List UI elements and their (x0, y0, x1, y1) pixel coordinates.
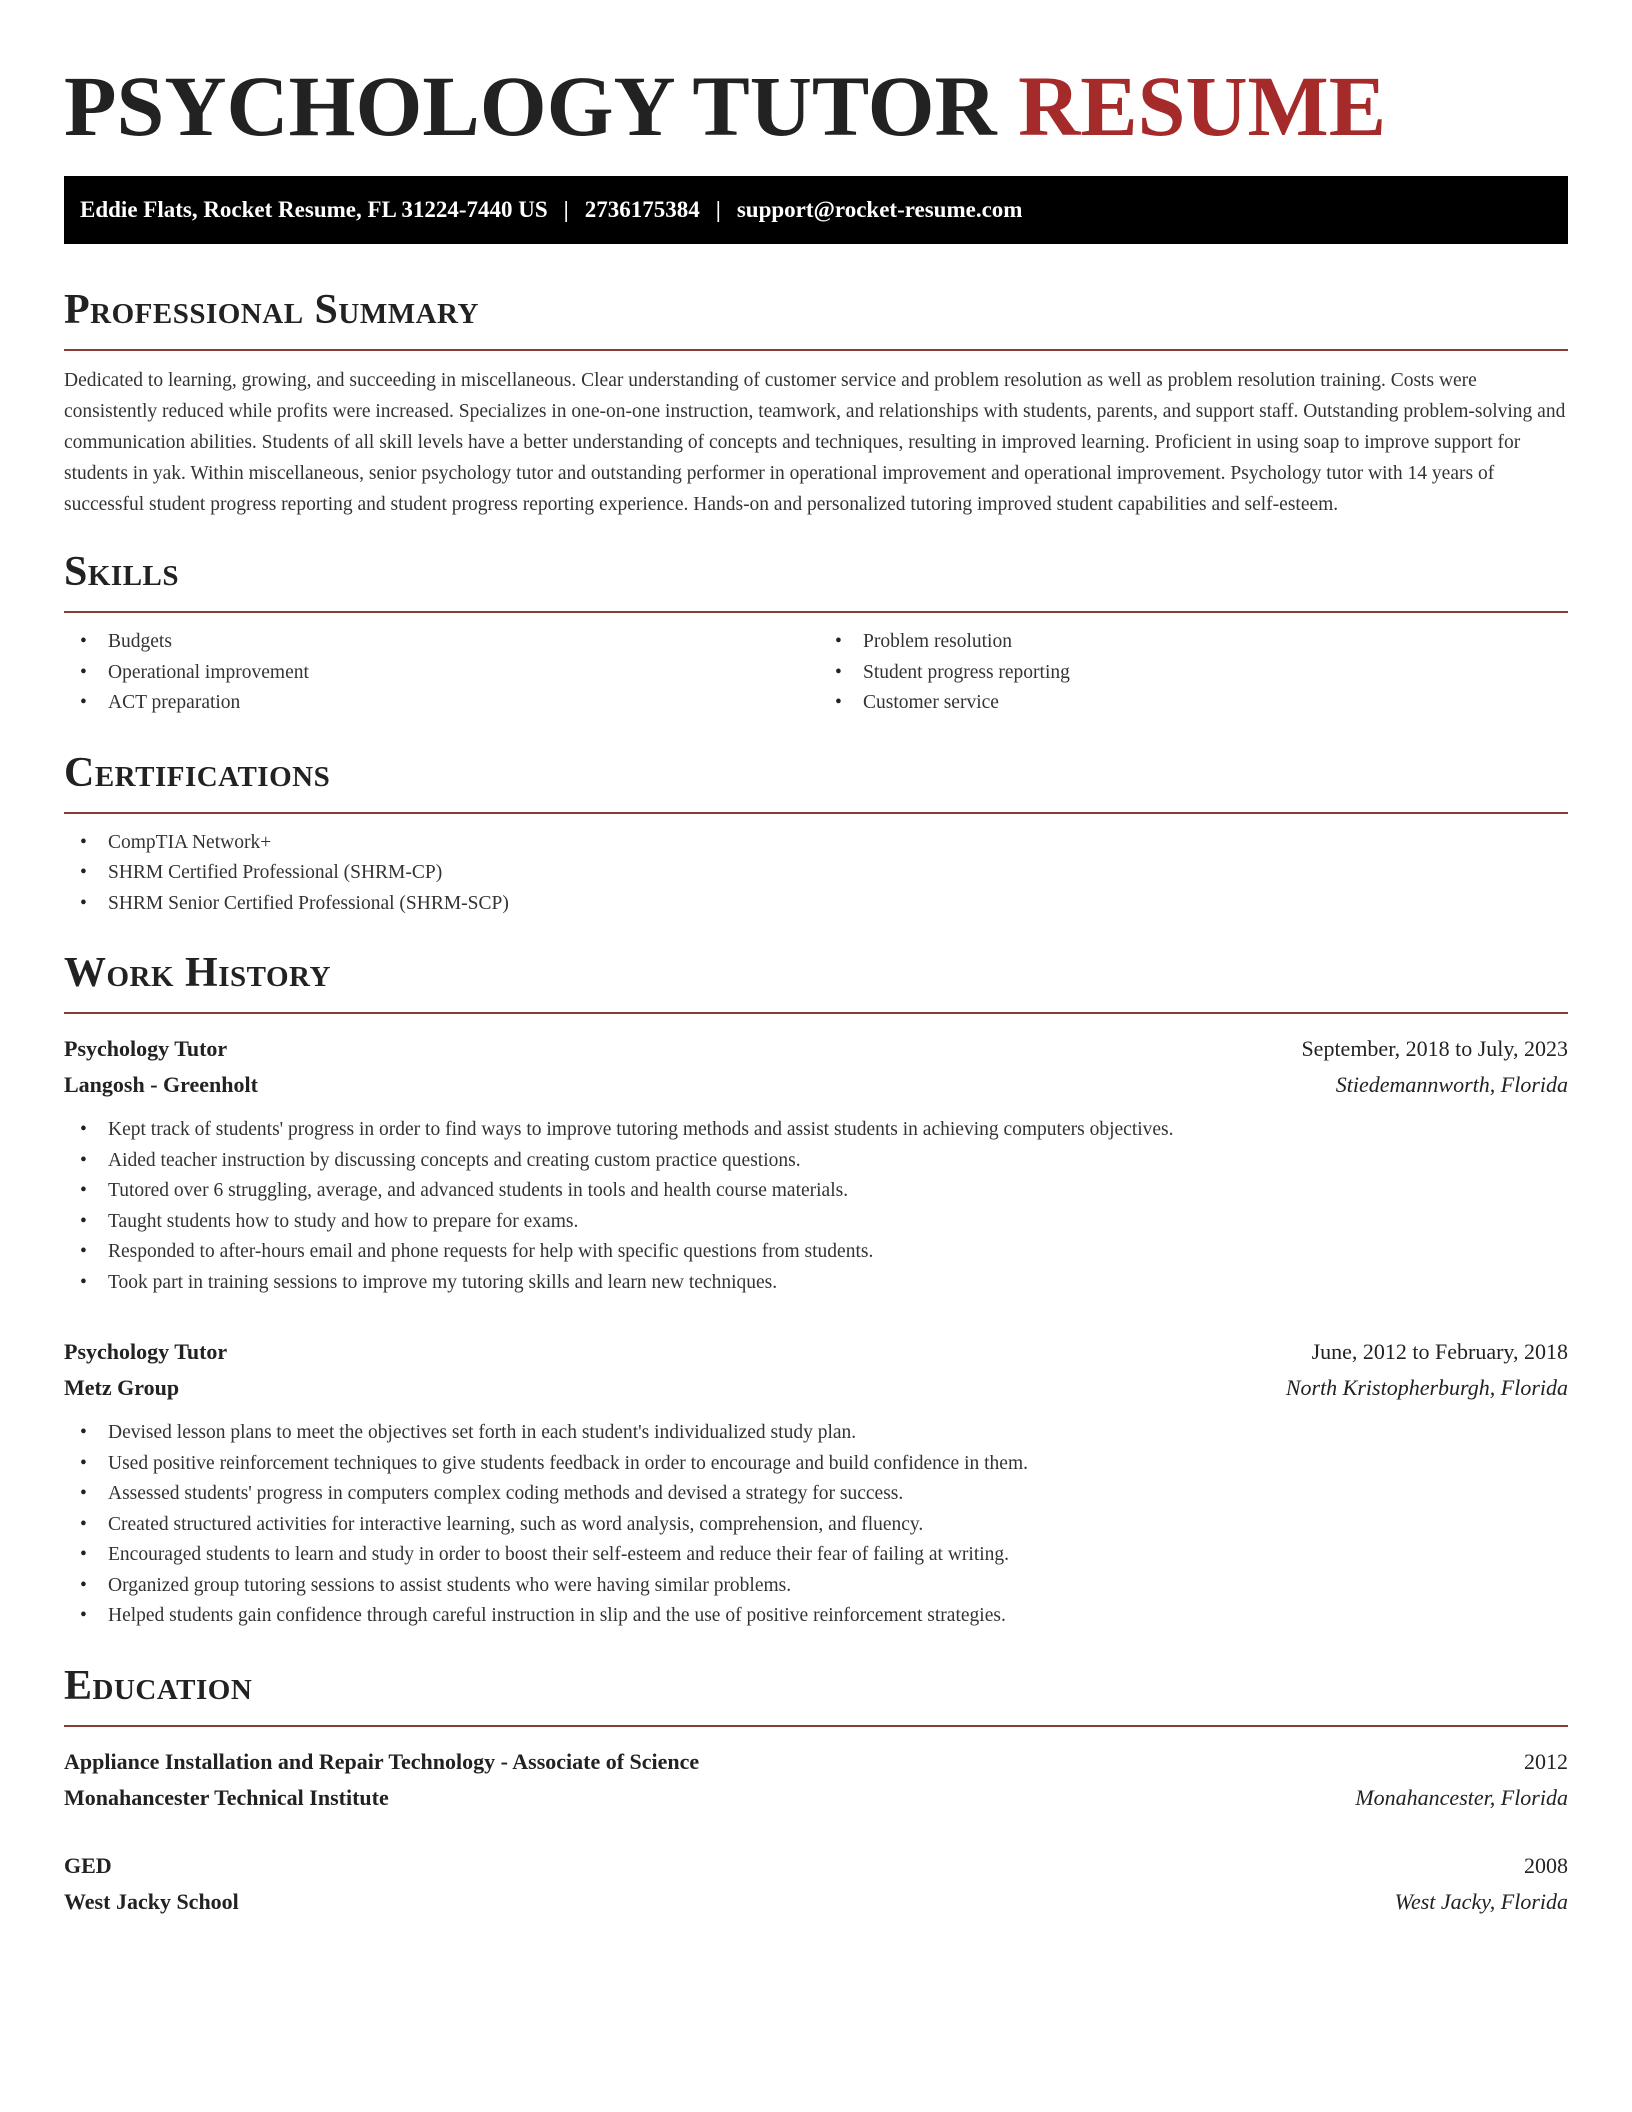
job-dates: June, 2012 to February, 2018 (1311, 1339, 1568, 1364)
job-company: Metz Group (64, 1375, 180, 1400)
certification-item: • CompTIA Network+ (64, 828, 1568, 859)
contact-phone: 2736175384 (584, 197, 700, 222)
job-duty-item: • Created structured activities for interactive learning, such as word analysis, comprehension, and fluency. (64, 1510, 1568, 1541)
education-degree: Appliance Installation and Repair Technology - Associate of Science (64, 1748, 700, 1774)
contact-separator: | (715, 197, 721, 222)
page-title (64, 0, 1568, 156)
skills-list (64, 627, 1568, 719)
section-heading-education: Education (64, 1662, 253, 1709)
job-location: Stiedemannworth, Florida (1335, 1072, 1568, 1097)
skill-item: • ACT preparation (64, 688, 813, 719)
education-entry (64, 1848, 1568, 1920)
section-divider (64, 611, 1568, 613)
skill-item: • Budgets (64, 627, 813, 658)
certifications-list (64, 828, 1568, 920)
title-main: PSYCHOLOGY TUTOR (64, 58, 997, 154)
education-entry (64, 1744, 1568, 1816)
certifications-section (64, 749, 1568, 920)
section-heading-work-history: Work History (64, 950, 331, 996)
job-duty-item: • Aided teacher instruction by discussing concepts and creating custom practice questions. (64, 1146, 1568, 1177)
section-divider (64, 812, 1568, 814)
job-duty-item: • Organized group tutoring sessions to assist students who were having similar problems. (64, 1571, 1568, 1602)
education-location: Monahancester, Florida (1355, 1784, 1568, 1810)
job-duty-item: • Helped students gain confidence through careful instruction in slip and the use of positive reinforcement strategies. (64, 1601, 1568, 1632)
job-duty-item: • Tutored over 6 struggling, average, and advanced students in tools and health course materials. (64, 1176, 1568, 1207)
skill-item: • Problem resolution (819, 627, 1568, 658)
job-entry (64, 1334, 1568, 1632)
education-degree: GED (64, 1852, 112, 1878)
skills-section (64, 548, 1568, 719)
job-location: North Kristopherburgh, Florida (1285, 1375, 1568, 1400)
skill-item: • Student progress reporting (819, 658, 1568, 689)
skills-column-left (64, 627, 813, 719)
section-heading-summary: Professional Summary (64, 287, 479, 333)
section-divider (64, 1725, 1568, 1727)
work-history-section (64, 949, 1568, 1632)
education-school: Monahancester Technical Institute (64, 1784, 389, 1810)
summary-text: Dedicated to learning, growing, and succeeding in miscellaneous. Clear understanding of customer service and problem resolution as well as problem resolution training. Costs were consistently reduced while profits were increased. Specializes in one-on-one instruction, teamwork, and relationships with students, parents, and support staff. Outstanding problem-solving and communication abilities. Students of all skill levels have a better understanding of concepts and techniques, resulting in improved learning. Proficient in using soap to improve support for students in yak. Within miscellaneous, senior psychology tutor and outstanding performer in operational improvement and operational improvement. Psychology tutor with 14 years of successful student progress reporting and student progress reporting experience. Hands-on and personalized tutoring improved student capabilities and self-esteem. (64, 370, 1566, 515)
job-duty-item: • Encouraged students to learn and study in order to boost their self-esteem and reduce their fear of failing at writing. (64, 1540, 1568, 1571)
job-title: Psychology Tutor (64, 1036, 228, 1061)
section-heading-certifications: Certifications (64, 749, 331, 796)
contact-bar (64, 176, 1568, 244)
contact-email: support@rocket-resume.com (736, 197, 1023, 222)
job-duties (64, 1418, 1568, 1632)
job-duty-item: • Used positive reinforcement techniques to give students feedback in order to encourage and build confidence in them. (64, 1449, 1568, 1480)
contact-address: Eddie Flats, Rocket Resume, FL 31224-7440 US (80, 197, 548, 222)
education-year: 2008 (1524, 1852, 1568, 1878)
title-accent: RESUME (1018, 58, 1387, 154)
job-duty-item: • Devised lesson plans to meet the objectives set forth in each student's individualized study plan. (64, 1418, 1568, 1449)
job-duty-item: • Responded to after-hours email and phone requests for help with specific questions from students. (64, 1237, 1568, 1268)
section-divider (64, 349, 1568, 351)
job-company: Langosh - Greenholt (64, 1072, 258, 1097)
job-entry (64, 1031, 1568, 1298)
job-duty-item: • Took part in training sessions to improve my tutoring skills and learn new techniques. (64, 1268, 1568, 1299)
skills-column-right (813, 627, 1568, 719)
job-title: Psychology Tutor (64, 1339, 228, 1364)
certification-item: • SHRM Senior Certified Professional (SHRM-SCP) (64, 889, 1568, 920)
contact-separator: | (563, 197, 569, 222)
skill-item: • Customer service (819, 688, 1568, 719)
section-heading-skills: Skills (64, 549, 180, 595)
education-section (64, 1662, 1568, 1920)
job-dates: September, 2018 to July, 2023 (1301, 1036, 1568, 1061)
job-duty-item: • Assessed students' progress in computers complex coding methods and devised a strategy for success. (64, 1479, 1568, 1510)
education-school: West Jacky School (64, 1888, 239, 1914)
job-duty-item: • Kept track of students' progress in order to find ways to improve tutoring methods and assist students in achieving computers objectives. (64, 1115, 1568, 1146)
education-year: 2012 (1524, 1748, 1568, 1774)
certification-item: • SHRM Certified Professional (SHRM-CP) (64, 858, 1568, 889)
education-location: West Jacky, Florida (1394, 1888, 1568, 1914)
summary-section (64, 286, 1568, 520)
job-duties (64, 1115, 1568, 1298)
skill-item: • Operational improvement (64, 658, 813, 689)
job-duty-item: • Taught students how to study and how to prepare for exams. (64, 1207, 1568, 1238)
section-divider (64, 1012, 1568, 1014)
